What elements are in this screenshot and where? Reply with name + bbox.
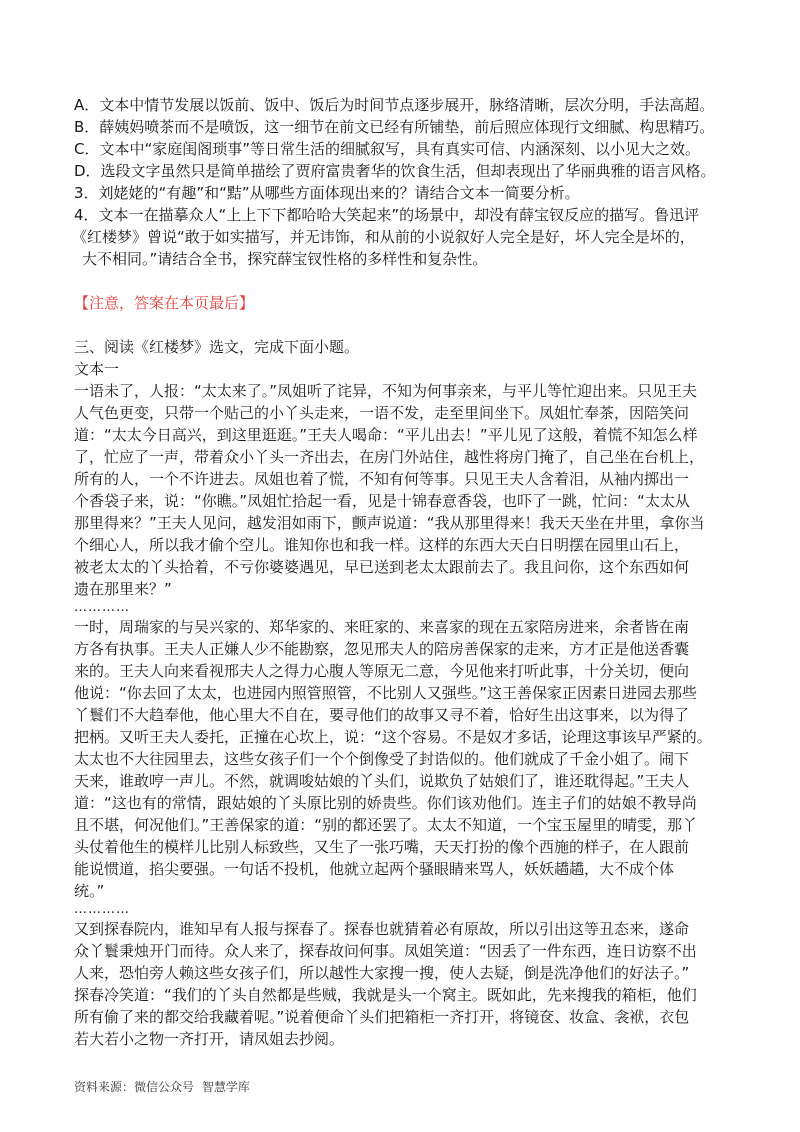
footer-source: 智慧学库	[201, 1080, 250, 1094]
paragraph-line: 一语未了，人报：“太太来了。”凤姐听了诧异，不知为何事亲来，与平儿等忙迎出来。只见王夫	[74, 382, 698, 400]
paragraph-2	[74, 616, 734, 902]
question-4	[74, 204, 734, 270]
question-4-line: 4．文本一在描摹众人“上上下下都哈哈大笑起来”的场景中，却没有薛宝钗反应的描写。鲁迅评	[74, 206, 700, 224]
ellipsis-separator: …………	[74, 902, 130, 917]
source-footer	[74, 1078, 254, 1095]
paragraph-line: 遗在那里来？”	[74, 580, 172, 598]
paragraph-line: 且不堪，何况他们。”王善保家的道：“别的都还罢了。太太不知道，一个宝玉屋里的晴雯，那丫	[74, 816, 698, 834]
paragraph-line: 道：“这也有的常情，跟姑娘的丫头原比别的娇贵些。你们该劝他们。连主子们的姑娘不教导尚	[74, 794, 697, 812]
paragraph-line: 众丫鬟秉烛开门而待。众人来了，探春故问何事。凤姐笑道：“因丢了一件东西，连日访察不出	[74, 942, 697, 960]
paragraph-line: 了，忙应了一声，带着众小丫头一齐出去，在房门外站住，越性将房门掩了，自己坐在台机上，	[74, 448, 705, 466]
question-3: 3．刘姥姥的“有趣”和“黠”从哪些方面体现出来的？请结合文本一简要分析。	[74, 184, 580, 202]
paragraph-line: 把柄。又听王夫人委托，正撞在心坎上，说：“这个容易。不是奴才多话，论理这事该早严紧的。	[74, 728, 712, 746]
document-body	[74, 94, 734, 1050]
paragraph-line: 被老太太的丫头拾着，不亏你婆婆遇见，早已送到老太太跟前去了。我且问你，这个东西如何	[74, 558, 690, 576]
paragraph-line: 统。”	[74, 882, 105, 900]
paragraph-line: 所有的人，一个不许进去。凤姐也着了慌，不知有何等事。只见王夫人含着泪，从袖内掷出一	[74, 470, 690, 488]
paragraph-line: 又到探春院内，谁知早有人报与探春了。探春也就猜着必有原故，所以引出这等丑态来，遂命	[74, 920, 690, 938]
text-label: 文本一	[74, 360, 120, 378]
option-b: B．薛姨妈喷茶而不是喷饭，这一细节在前文已经有所铺垫，前后照应体现行文细腻、构思精巧。	[74, 118, 715, 136]
paragraph-line: 来的。王夫人向来看视邢夫人之得力心腹人等原无二意，今见他来打听此事，十分关切，便向	[74, 662, 690, 680]
paragraph-line: 人来，恐怕旁人赖这些女孩子们，所以越性大家搜一搜，使人去疑，倒是洗净他们的好法子。”	[74, 964, 690, 982]
paragraph-line: 丫鬟们不大趋奉他，他心里大不自在，要寻他们的故事又寻不着，恰好生出这事来，以为得了	[74, 706, 690, 724]
paragraph-line: 天来，谁敢哼一声儿。不然，就调唆姑娘的丫头们，说欺负了姑娘们了，谁还耽得起。”王夫人	[74, 772, 690, 790]
question-4-line: 《红楼梦》曾说“敢于如实描写，并无讳饰，和从前的小说叙好人完全是好，坏人完全是坏的，	[72, 228, 695, 246]
ellipsis-separator: …………	[74, 600, 130, 615]
paragraph-1	[74, 380, 734, 600]
paragraph-line: 他说：“你去回了太太，也进园内照管照管，不比别人又强些。”这王善保家正因素日进园去那些	[74, 684, 698, 702]
paragraph-line: 个香袋子来，说：“你瞧。”凤姐忙拾起一看，见是十锦春意香袋，也吓了一跳，忙问：“太太从	[74, 492, 690, 510]
paragraph-line: 若大若小之物一齐打开，请凤姐去抄阅。	[74, 1030, 345, 1048]
question-4-line: 大不相同。”请结合全书，探究薛宝钗性格的多样性和复杂性。	[82, 250, 488, 268]
paragraph-line: 个细心人，所以我才偷个空儿。谁知你也和我一样。这样的东西大天白日明摆在园里山石上，	[74, 536, 690, 554]
paragraph-line: 头仗着他生的模样儿比别人标致些，又生了一张巧嘴，天天打扮的像个西施的样子，在人跟前	[74, 838, 690, 856]
options-list	[74, 94, 734, 182]
paragraph-line: 方各有执事。王夫人正嫌人少不能勘察，忽见邢夫人的陪房善保家的走来，方才正是他送香囊	[74, 640, 690, 658]
paragraph-line: 一时，周瑞家的与吴兴家的、郑华家的、来旺家的、来喜家的现在五家陪房进来，余者皆在南	[74, 618, 690, 636]
section-title: 三、阅读《红楼梦》选文，完成下面小题。	[74, 338, 360, 356]
paragraph-line: 人气色更变，只带一个贴己的小丫头走来，一语不发，走至里间坐下。凤姐忙奉茶，因陪笑问	[74, 404, 690, 422]
paragraph-line: 太太也不大往园里去，这些女孩子们一个个倒像受了封诰似的。他们就成了千金小姐了。闹下	[74, 750, 690, 768]
paragraph-3	[74, 918, 734, 1050]
paragraph-line: 道：“太太今日高兴，到这里逛逛。”王夫人喝命：“平儿出去！”平儿见了这般，着慌不知怎么样	[74, 426, 698, 444]
paragraph-line: 探春冷笑道：“我们的丫头自然都是些贼，我就是头一个窝主。既如此，先来搜我的箱柜，他们	[74, 986, 697, 1004]
paragraph-line: 能说惯道，掐尖要强。一句话不投机，他就立起两个骚眼睛来骂人，妖妖趫趫，大不成个体	[74, 860, 675, 878]
option-d: D．选段文字虽然只是简单描绘了贾府富贵奢华的饮食生活，但却表现出了华丽典雅的语言风格。	[74, 162, 716, 180]
paragraph-line: 所有偷了来的都交给我藏着呢。”说着便命丫头们把箱柜一齐打开，将镜奁、妆盒、衾袱，衣包	[74, 1008, 690, 1026]
paragraph-line: 那里得来？”王夫人见问，越发泪如雨下，颤声说道：“我从那里得来！我天天坐在井里，拿你当	[74, 514, 705, 532]
answer-notice: 【注意，答案在本页最后】	[74, 294, 255, 312]
option-c: C．文本中“家庭闺阁琐事”等日常生活的细腻叙写，具有真实可信、内涵深刻、以小见大之效。	[74, 140, 701, 158]
option-a: A．文本中情节发展以饭前、饭中、饭后为时间节点逐步展开，脉络清晰，层次分明，手法高超。	[74, 96, 715, 114]
footer-label: 资料来源：微信公众号	[74, 1080, 195, 1094]
